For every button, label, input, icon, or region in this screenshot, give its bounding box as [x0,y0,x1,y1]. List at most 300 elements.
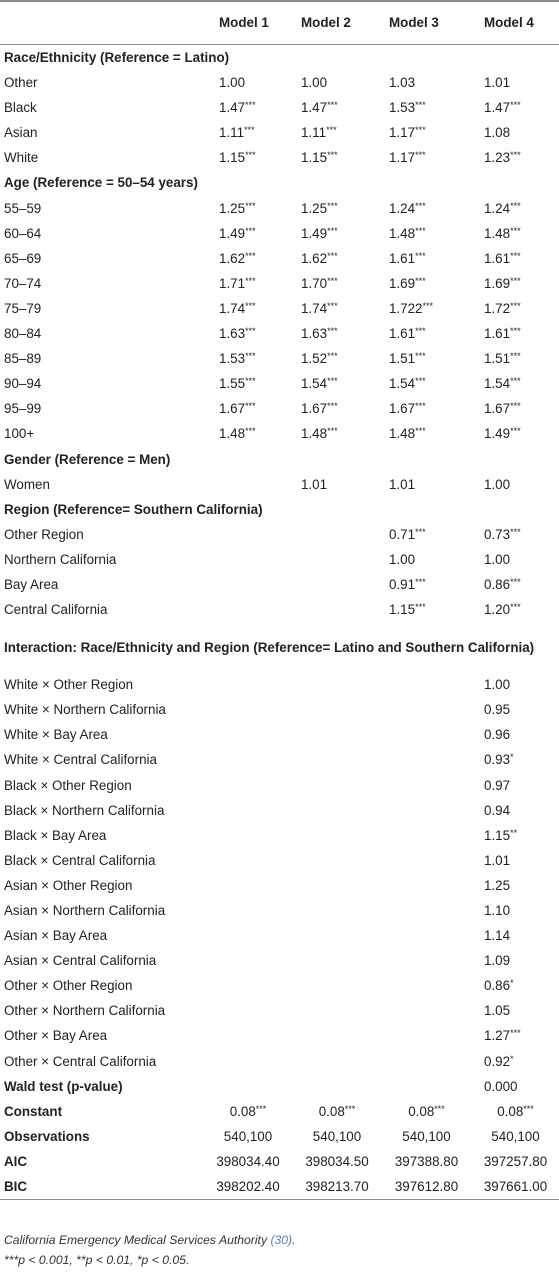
row-label: 80–84 [4,326,42,342]
model-4-value-cell [472,572,559,597]
model-2-value-cell [293,1099,381,1124]
significance-marker: *** [415,376,426,387]
section-title: Race/Ethnicity (Reference = Latino) [4,50,230,65]
model-4-value-cell [472,145,559,170]
table-row [0,948,559,973]
coefficient-value: 1.61 [389,326,416,342]
model-2-value-cell [293,1124,381,1149]
model-3-value-cell [381,472,472,497]
significance-marker: *** [245,401,256,412]
significance-marker: *** [415,351,426,362]
model-2-value-cell [293,1074,381,1099]
table-row [0,672,559,697]
statistic-row [0,1124,559,1149]
model-3-value-cell [381,898,472,923]
table-row [0,70,559,95]
coefficient-value: 0.93 [484,752,511,768]
model-4-value-cell [472,873,559,898]
significance-marker: *** [434,1103,445,1114]
row-label: Black × Northern California [4,802,165,818]
significance-marker: *** [415,275,426,286]
coefficient-value: 0.86 [484,576,511,592]
significance-marker: *** [245,326,256,337]
section-title: Region (Reference= Southern California) [4,501,263,517]
model-2-value-cell [293,998,381,1023]
coefficient-value: 1.17 [389,150,416,166]
significance-marker: *** [327,351,338,362]
row-label: 65–69 [4,250,42,266]
model-4-value-cell [472,672,559,697]
model-1-value-cell [203,1174,293,1200]
table-row [0,722,559,747]
row-label: White × Northern California [4,702,166,718]
significance-marker: *** [327,225,338,236]
table-row [0,923,559,948]
model-1-value-cell [203,321,293,346]
significance-marker: *** [510,200,521,211]
header-blank-cell [0,1,203,45]
model-4-value-cell [472,421,559,446]
source-end: . [292,1233,296,1247]
coefficient-value: 1.14 [484,928,511,944]
model-4-value-cell [472,722,559,747]
significance-marker: *** [245,200,256,211]
significance-marker: *** [510,100,521,111]
model-4-value-cell [472,246,559,271]
coefficient-value: 1.15 [219,150,246,166]
model-4-value-cell [472,998,559,1023]
model-2-value-cell [293,948,381,973]
coefficient-value: 1.23 [484,150,511,166]
model-3-value-cell [381,597,472,622]
significance-marker: *** [422,300,434,311]
coefficient-value: 1.01 [301,476,328,492]
model-3-value-cell [381,296,472,321]
table-row [0,848,559,873]
model-2-value-cell [293,823,381,848]
model-1-value-cell [203,773,293,798]
model-4-value-cell [472,271,559,296]
model-3-value-cell [381,848,472,873]
significance-marker: * [510,752,514,763]
coefficient-value: 0.97 [484,777,511,793]
model-1-value-cell [203,873,293,898]
row-label: Other × Bay Area [4,1028,108,1044]
statistic-row [0,1149,559,1174]
significance-marker: *** [415,200,426,211]
model-3-value-cell [381,1174,472,1200]
coefficient-value: 1.67 [301,401,328,417]
table-row [0,396,559,421]
significance-marker: *** [327,300,338,311]
coefficient-value: 1.10 [484,903,511,918]
significance-marker: *** [510,526,521,537]
significance-marker: *** [415,250,426,261]
model-4-value-cell [472,948,559,973]
significance-marker: *** [415,602,426,613]
coefficient-value: 1.11 [301,125,327,141]
header-model-1: Model 1 [203,1,293,45]
coefficient-value: 1.08 [484,125,511,141]
coefficient-value: 540,100 [312,1128,362,1144]
model-2-value-cell [293,321,381,346]
coefficient-value: 0.92 [484,1053,511,1069]
model-1-value-cell [203,1149,293,1174]
model-3-value-cell [381,196,472,221]
significance-marker: *** [510,1028,521,1039]
model-1-value-cell [203,898,293,923]
row-label: White × Central California [4,752,157,768]
significance-marker: *** [245,150,256,161]
coefficient-value: 1.48 [389,426,416,442]
significance-marker: *** [327,426,338,437]
coefficient-value: 1.49 [301,225,328,241]
row-label: AIC [4,1153,28,1169]
coefficient-value: 1.20 [484,602,511,618]
model-4-value-cell [472,848,559,873]
coefficient-value: 1.00 [484,677,511,693]
model-1-value-cell [203,747,293,772]
significance-marker: *** [510,576,521,587]
coefficient-value: 1.54 [484,376,511,392]
row-label: Black × Central California [4,852,156,868]
model-1-value-cell [203,221,293,246]
model-3-value-cell [381,421,472,446]
model-3-value-cell [381,973,472,998]
coefficient-value: 1.48 [301,426,328,442]
model-4-value-cell [472,823,559,848]
table-row [0,221,559,246]
table-row [0,1074,559,1099]
model-1-value-cell [203,848,293,873]
model-3-value-cell [381,1124,472,1149]
model-2-value-cell [293,923,381,948]
table-row [0,973,559,998]
coefficient-value: 1.51 [484,351,511,367]
model-1-value-cell [203,697,293,722]
table-row [0,246,559,271]
coefficient-value: 1.67 [484,401,511,417]
model-1-value-cell [203,672,293,697]
row-label: Asian × Central California [4,953,157,969]
table-row [0,371,559,396]
row-label: Asian [4,125,38,141]
significance-marker: *** [245,225,256,236]
coefficient-value: 0.96 [484,727,511,743]
model-3-value-cell [381,246,472,271]
model-4-value-cell [472,798,559,823]
section-title: Interaction: Race/Ethnicity and Region (Reference= Latino and Southern California) [4,639,535,655]
coefficient-value: 1.15 [389,602,416,618]
model-4-value-cell [472,773,559,798]
model-1-value-cell [203,1074,293,1099]
model-2-value-cell [293,472,381,497]
model-1-value-cell [203,70,293,95]
model-4-value-cell [472,120,559,145]
coefficient-value: 398202.40 [216,1179,280,1195]
significance-marker: *** [327,275,338,286]
model-4-value-cell [472,70,559,95]
model-4-value-cell [472,472,559,497]
coefficient-value: 1.71 [219,275,246,291]
coefficient-value: 1.01 [484,75,511,91]
statistic-row [0,1099,559,1124]
table-row [0,998,559,1023]
significance-marker: *** [415,326,426,337]
model-2-value-cell [293,747,381,772]
row-label: Constant [4,1103,63,1119]
significance-note: ***p < 0.001, **p < 0.01, *p < 0.05. [4,1253,190,1267]
model-4-value-cell [472,1074,559,1099]
model-4-value-cell [472,296,559,321]
model-3-value-cell [381,70,472,95]
model-2-value-cell [293,1049,381,1074]
row-label: White × Bay Area [4,727,108,743]
model-4-value-cell [472,321,559,346]
significance-marker: *** [245,275,256,286]
coefficient-value: 0.000 [484,1078,518,1094]
model-2-value-cell [293,145,381,170]
model-3-value-cell [381,1023,472,1048]
model-4-value-cell [472,1124,559,1149]
model-3-value-cell [381,522,472,547]
model-1-value-cell [203,95,293,120]
coefficient-value: 1.69 [389,275,416,291]
coefficient-value: 397388.80 [394,1153,459,1169]
model-4-value-cell [472,1174,559,1200]
reference-link[interactable]: (30) [270,1233,293,1247]
model-2-value-cell [293,547,381,572]
significance-marker: *** [255,1103,267,1114]
model-1-value-cell [203,196,293,221]
significance-marker: *** [244,125,255,136]
significance-marker: *** [415,426,426,437]
row-label: Other × Other Region [4,978,133,994]
model-4-value-cell [472,1149,559,1174]
coefficient-value: 540,100 [402,1128,451,1144]
source-text: California Emergency Medical Services Authority [4,1233,268,1247]
model-4-value-cell [472,371,559,396]
model-4-value-cell [472,396,559,421]
coefficient-value: 1.62 [219,250,246,266]
coefficient-value: 0.86 [484,978,511,994]
model-2-value-cell [293,246,381,271]
significance-marker: *** [327,326,338,337]
model-3-value-cell [381,321,472,346]
coefficient-value: 0.91 [389,576,416,592]
coefficient-value: 1.25 [484,877,511,893]
model-3-value-cell [381,221,472,246]
model-2-value-cell [293,597,381,622]
coefficient-value: 1.74 [301,300,328,316]
table-row [0,421,559,446]
coefficient-value: 1.49 [484,426,511,442]
coefficient-value: 1.00 [219,75,246,91]
model-2-value-cell [293,572,381,597]
model-3-value-cell [381,998,472,1023]
model-4-value-cell [472,923,559,948]
coefficient-value: 1.05 [484,1003,511,1019]
model-1-value-cell [203,371,293,396]
significance-marker: * [510,1053,514,1064]
model-1-value-cell [203,271,293,296]
row-label: Other Region [4,526,84,542]
significance-marker: *** [510,376,521,387]
coefficient-value: 1.69 [484,275,511,291]
model-2-value-cell [293,296,381,321]
model-3-value-cell [381,120,472,145]
significance-marker: *** [415,225,426,236]
coefficient-value: 1.25 [219,200,246,216]
model-4-value-cell [472,1049,559,1074]
section-title: Gender (Reference = Men) [4,451,171,467]
coefficient-value: 1.61 [484,250,511,266]
model-2-value-cell [293,95,381,120]
significance-marker: *** [327,100,338,111]
coefficient-value: 0.95 [484,702,511,718]
table-row [0,95,559,120]
row-label: Observations [4,1128,90,1144]
model-1-value-cell [203,296,293,321]
model-1-value-cell [203,1124,293,1149]
model-1-value-cell [203,145,293,170]
coefficient-value: 1.48 [484,225,511,241]
row-label: 75–79 [4,300,42,316]
model-3-value-cell [381,145,472,170]
model-3-value-cell [381,396,472,421]
model-2-value-cell [293,1174,381,1200]
model-1-value-cell [203,948,293,973]
coefficient-value: 1.24 [389,200,416,216]
model-2-value-cell [293,973,381,998]
model-3-value-cell [381,1074,472,1099]
coefficient-value: 1.53 [219,351,246,367]
model-1-value-cell [203,923,293,948]
coefficient-value: 1.48 [389,225,416,241]
significance-marker: *** [415,526,426,537]
coefficient-value: 1.74 [219,300,246,316]
row-label: 100+ [4,426,35,442]
model-1-value-cell [203,421,293,446]
coefficient-value: 1.67 [389,401,416,417]
coefficient-value: 1.54 [389,376,416,392]
model-4-value-cell [472,697,559,722]
table-row [0,271,559,296]
significance-marker: *** [245,100,256,111]
table-row [0,798,559,823]
table-row [0,773,559,798]
model-2-value-cell [293,898,381,923]
table-row [0,572,559,597]
coefficient-value: 1.52 [301,351,328,367]
coefficient-value: 1.722 [389,300,423,316]
table-row [0,472,559,497]
coefficient-value: 1.27 [484,1028,511,1044]
row-label: Women [4,476,50,492]
table-row [0,522,559,547]
coefficient-value: 398213.70 [305,1179,369,1195]
statistic-row [0,1174,559,1200]
model-1-value-cell [203,798,293,823]
significance-marker: *** [510,250,521,261]
table-row [0,898,559,923]
model-4-value-cell [472,898,559,923]
header-model-4: Model 4 [472,1,559,45]
model-1-value-cell [203,346,293,371]
coefficient-value: 1.00 [301,75,328,91]
row-label: Black × Other Region [4,777,132,793]
model-1-value-cell [203,998,293,1023]
model-3-value-cell [381,572,472,597]
row-label: BIC [0,1174,203,1200]
model-2-value-cell [293,346,381,371]
table-row [0,823,559,848]
significance-marker: *** [510,300,521,311]
significance-marker: * [510,978,514,989]
row-label: 85–89 [4,351,42,367]
table-row [0,547,559,572]
model-2-value-cell [293,848,381,873]
coefficient-value: 1.00 [484,476,511,492]
significance-marker: *** [327,200,338,211]
significance-marker: *** [327,150,338,161]
coefficient-value: 1.63 [301,326,328,342]
model-3-value-cell [381,773,472,798]
table-row [0,1049,559,1074]
model-2-value-cell [293,798,381,823]
coefficient-value: 0.08 [497,1103,524,1119]
row-label: Black [4,100,37,116]
model-2-value-cell [293,672,381,697]
significance-marker: *** [327,250,338,261]
coefficient-value: 1.61 [389,250,416,266]
significance-marker: *** [510,602,521,613]
significance-marker: *** [510,225,521,236]
coefficient-value: 1.47 [484,100,511,116]
significance-marker: *** [327,376,338,387]
significance-marker: *** [245,351,256,362]
model-4-value-cell [472,196,559,221]
row-label: White × Other Region [4,677,134,693]
coefficient-value: 1.54 [301,376,328,392]
model-1-value-cell [203,246,293,271]
significance-marker: *** [510,326,521,337]
significance-marker: *** [523,1103,534,1114]
model-3-value-cell [381,747,472,772]
model-2-value-cell [293,1149,381,1174]
significance-marker: *** [510,401,521,412]
model-3-value-cell [381,346,472,371]
coefficient-value: 1.62 [301,250,328,266]
coefficient-value: 1.24 [484,200,511,216]
coefficient-value: 540,100 [223,1128,273,1144]
significance-marker: *** [245,300,256,311]
row-label: Other × Central California [4,1053,157,1069]
coefficient-value: 1.15 [484,827,511,843]
coefficient-value: 1.01 [389,476,416,492]
model-1-value-cell [203,547,293,572]
model-1-value-cell [203,973,293,998]
coefficient-value: 0.08 [408,1103,435,1119]
coefficient-value: 398034.40 [216,1153,280,1169]
significance-marker: *** [415,401,426,412]
coefficient-value: 397612.80 [394,1179,459,1195]
coefficient-value: 1.55 [219,376,246,392]
model-3-value-cell [381,371,472,396]
coefficient-value: 1.47 [219,100,246,116]
section-title: Age (Reference = 50–54 years) [4,175,198,191]
coefficient-value: 1.51 [389,351,416,367]
